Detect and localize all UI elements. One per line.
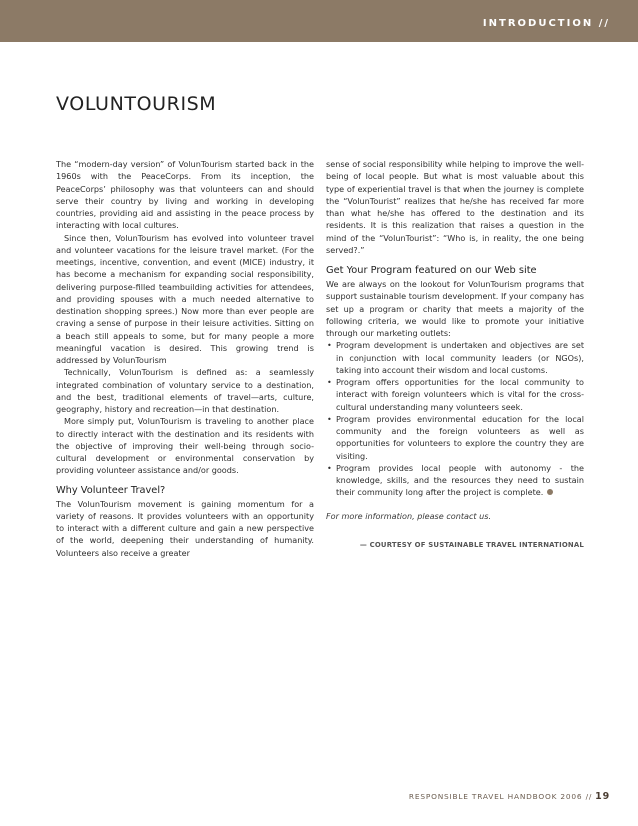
criteria-text: Program provides local people with autonomy - the knowledge, skills, and the resources they need to sustain their community long after the project is complete. (336, 462, 584, 498)
criteria-text: Program development is undertaken and objectives are set in conjunction with local community leaders (or NGOs), taking into account their wisdom and local customs. (336, 340, 584, 375)
left-column (56, 158, 314, 559)
criteria-text: Program provides environmental education for the local community and the foreign volunteers as well as opportunities for volunteers to explore the country they are visiting. (336, 413, 584, 461)
criteria-item (326, 413, 584, 462)
bullet-icon: • (327, 413, 332, 424)
criteria-item (326, 462, 584, 499)
criteria-text: Program offers opportunities for the local community to interact with foreign volunteers which is vital for the cross-cultural understanding many volunteers seek. (336, 377, 584, 412)
contact-link[interactable]: For more information, please contact us. (326, 510, 492, 521)
end-of-article-icon (547, 489, 553, 495)
momentum-paragraph: The VolunTourism movement is gaining momentum for a variety of reasons. It provides volunteers with an opportunity to interact with a different culture and gain a new perspective of the world, deepening their understanding of humanity. Volunteers also receive a greater (56, 498, 314, 558)
bullet-icon: • (327, 462, 332, 473)
footer-label: RESPONSIBLE TRAVEL HANDBOOK 2006 // (408, 792, 593, 801)
bullet-icon: • (327, 377, 332, 387)
definition-paragraph: Technically, VolunTourism is defined as: a seamlessly integrated combination of voluntary service to a destination, and the best, traditional elements of travel—arts, culture, geography, history and recreation—in that destination. (56, 367, 314, 414)
simple-definition-paragraph: More simply put, VolunTourism is traveling to another place to directly interact with the destination and its residents with the objective of improving their well-being through socio-cultural development or environmental conservation by providing volunteer assistance and/or goods. (56, 416, 314, 476)
why-volunteer-heading: Why Volunteer Travel? (56, 484, 166, 496)
criteria-list (326, 339, 584, 498)
criteria-item (326, 339, 584, 376)
right-column (326, 158, 584, 551)
intro-paragraph: The “modern-day version” of VolunTourism started back in the 1960s with the PeaceCorps. From its inception, the PeaceCorps’ philosophy was that volunteers can and should serve their country by living and working in developing countries, providing aid and assisting in the peace process by interacting with local cultures. (56, 159, 314, 231)
responsibility-paragraph: sense of social responsibility while helping to improve the well-being of local people. But what is most valuable about this type of experiential travel is that when the journey is complete the “VolunTourist” realizes that he/she has received far more than what he/she has offered to the destination and its residents. It is this realization that raises a question in the mind of the “VolunTourist”: “Who is, in reality, the one being served?.” (326, 159, 584, 255)
get-featured-heading: Get Your Program featured on our Web site (326, 265, 537, 276)
page-footer (409, 791, 610, 802)
criteria-intro-paragraph: We are always on the lookout for VolunTourism programs that support sustainable tourism development. If your company has set up a program or charity that meets a majority of the following criteria, we would like to promote your initiative through our marketing outlets: (326, 279, 584, 338)
evolution-paragraph: Since then, VolunTourism has evolved into volunteer travel and volunteer vacations for the leisure travel market. (For the meetings, incentive, convention, and event (MICE) industry, it has become a mechanism for expanding social responsibility, delivering purpose-filled teambuilding activities for attendees, and providing spouses with a much needed alternative to destination shopping sprees.) Now more than ever people are craving a sense of purpose in their leisure activities. Sitting on a beach still appeals to some, but for many people a more meaningful vacation is desired. This growing trend is addressed by VolunTourism (56, 232, 314, 365)
courtesy-credit: — COURTESY OF SUSTAINABLE TRAVEL INTERNATIONAL (359, 540, 584, 549)
section-label: INTRODUCTION // (482, 18, 610, 29)
criteria-item (326, 376, 584, 413)
page-title: VOLUNTOURISM (56, 93, 217, 115)
page-number: 19 (595, 791, 610, 802)
header-band (0, 0, 638, 42)
bullet-icon: • (327, 340, 332, 351)
